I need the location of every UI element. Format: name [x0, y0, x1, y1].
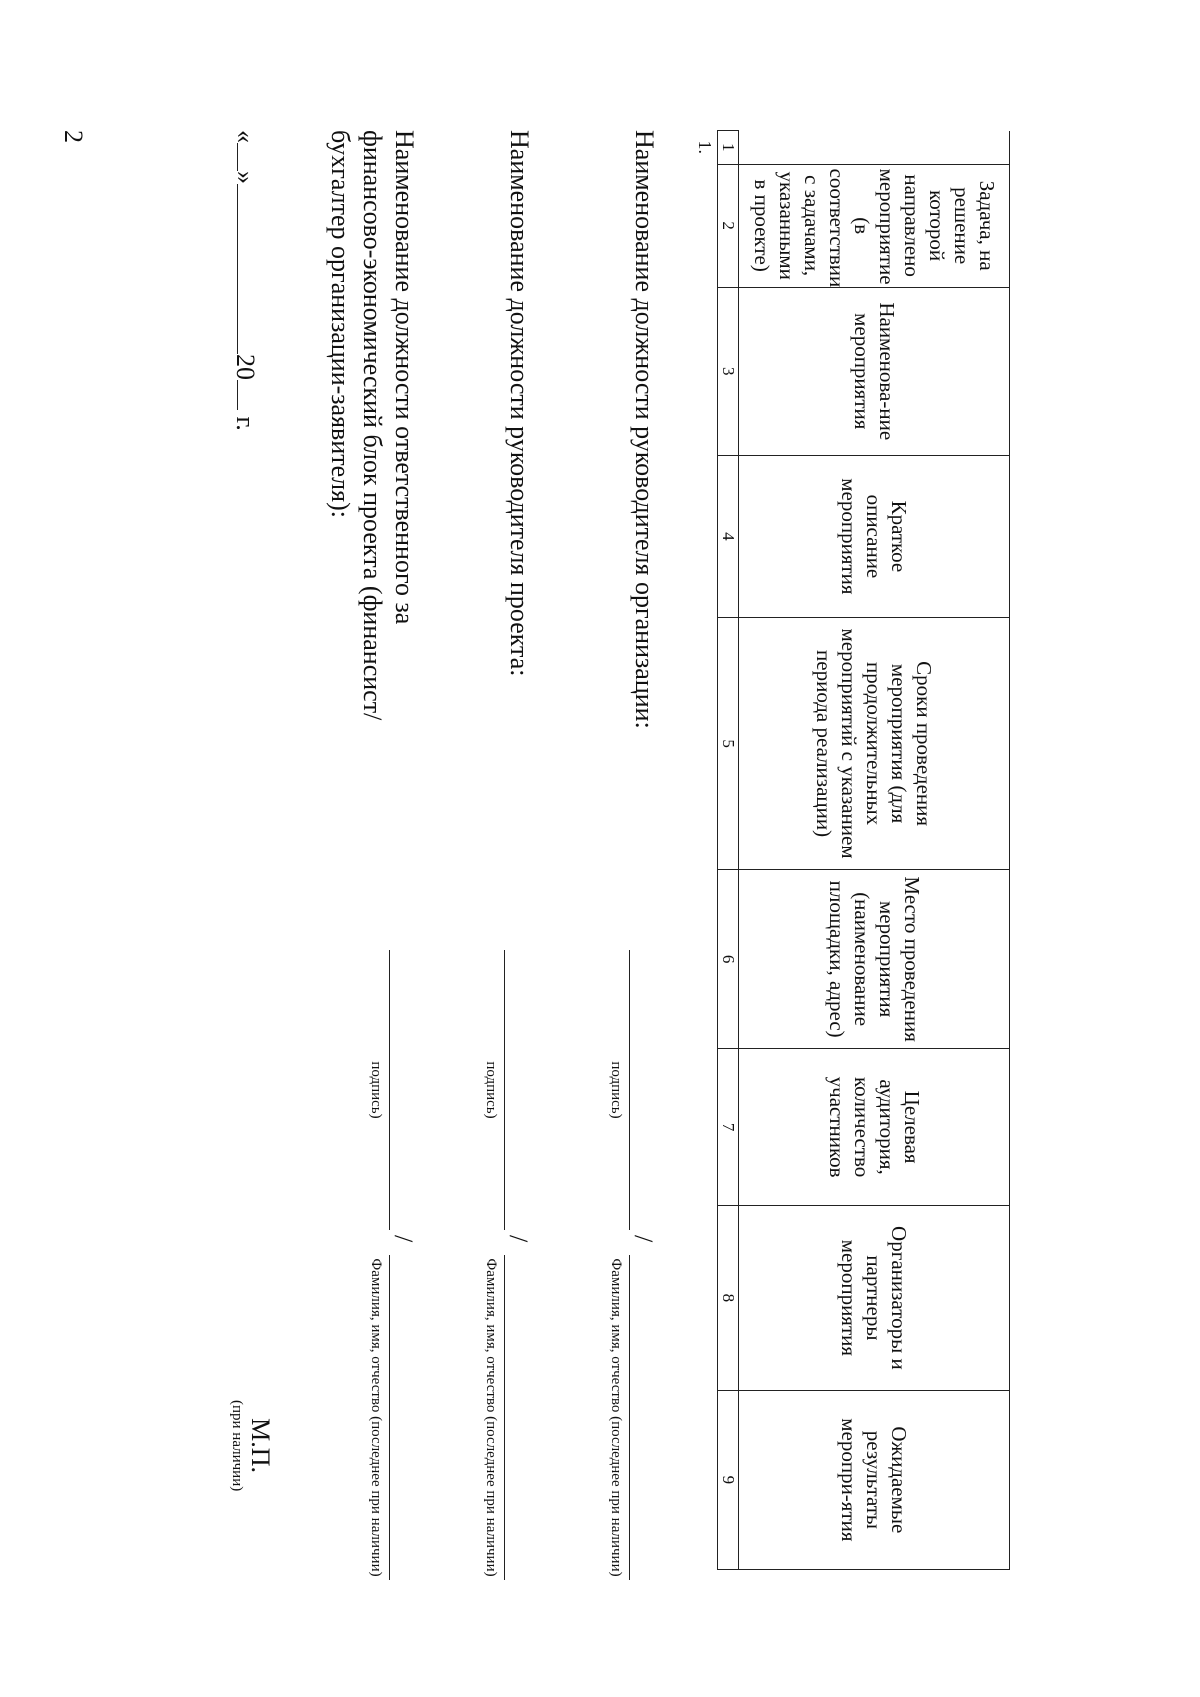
table-row — [693, 131, 718, 1570]
name-caption: Фамилия, имя, отчество (последнее при наличии) — [608, 1258, 624, 1577]
header-cell-description: Краткое описание мероприятия — [739, 455, 1010, 617]
signature-line[interactable] — [389, 950, 390, 1230]
signature-block-org-head — [550, 130, 660, 1577]
column-number: 7 — [718, 1049, 739, 1206]
header-cell-results: Ожидаемые результаты меропри-ятия — [739, 1390, 1010, 1569]
day-blank[interactable] — [237, 143, 238, 171]
events-table — [693, 130, 1010, 1570]
signature-block-finance — [280, 130, 420, 1577]
signature-line[interactable] — [629, 950, 630, 1230]
header-cell-audience: Целевая аудитория, количество участников — [739, 1049, 1010, 1206]
open-quote: « — [231, 130, 260, 143]
column-number: 4 — [718, 455, 739, 617]
header-cell-1 — [739, 131, 1010, 165]
close-quote: » — [231, 171, 260, 184]
stamp-note: (при наличии) — [229, 1400, 245, 1492]
column-number: 1 — [718, 131, 739, 165]
column-number: 9 — [718, 1390, 739, 1569]
landscape-page — [190, 110, 1090, 1610]
name-line[interactable] — [629, 1255, 630, 1580]
row-number: 1. — [693, 131, 718, 1570]
signature-label: Наименование должности ответственного за финансово-экономический блок проекта (финансист/бухгалтер организации-заявителя): — [326, 130, 419, 721]
stamp-label: М.П. — [246, 1418, 275, 1474]
column-number: 3 — [718, 287, 739, 455]
column-number: 5 — [718, 618, 739, 870]
month-blank[interactable] — [237, 184, 238, 354]
header-cell-organizers: Организаторы и партнеры мероприятия — [739, 1206, 1010, 1391]
page-number: 2 — [59, 130, 88, 143]
signature-line[interactable] — [504, 950, 505, 1230]
signature-caption: подпись) — [483, 1061, 499, 1119]
header-cell-task: Задача, на решение которой направлено мероприятие (в соответствии с задачами, указанными в проекте) — [739, 164, 1010, 287]
header-cell-event-name: Наименова-ние мероприятия — [739, 287, 1010, 455]
signature-label: Наименование должности руководителя проекта: — [505, 130, 534, 677]
date-field — [230, 130, 260, 431]
name-caption: Фамилия, имя, отчество (последнее при наличии) — [368, 1258, 384, 1577]
separator-slash: / — [504, 1235, 533, 1243]
table-header-row — [739, 131, 1010, 1570]
signature-caption: подпись) — [368, 1061, 384, 1119]
year-suffix: г. — [231, 416, 260, 431]
signature-block-project-head — [425, 130, 535, 1577]
year-prefix: 20 — [231, 354, 260, 380]
name-line[interactable] — [504, 1255, 505, 1580]
separator-slash: / — [389, 1235, 418, 1243]
name-line[interactable] — [389, 1255, 390, 1580]
signature-caption: подпись) — [608, 1061, 624, 1119]
name-caption: Фамилия, имя, отчество (последнее при наличии) — [483, 1258, 499, 1577]
year-blank[interactable] — [237, 380, 238, 410]
column-number-row — [718, 131, 739, 1570]
separator-slash: / — [629, 1235, 658, 1243]
column-number: 6 — [718, 870, 739, 1049]
header-cell-venue: Место проведения мероприятия (наименование площадки, адрес) — [739, 870, 1010, 1049]
column-number: 8 — [718, 1206, 739, 1391]
column-number: 2 — [718, 164, 739, 287]
signature-label: Наименование должности руководителя организации: — [630, 130, 659, 729]
stamp-area — [228, 1400, 275, 1491]
header-cell-dates: Сроки проведения мероприятия (для продолжительных мероприятий с указанием периода реализации) — [739, 618, 1010, 870]
